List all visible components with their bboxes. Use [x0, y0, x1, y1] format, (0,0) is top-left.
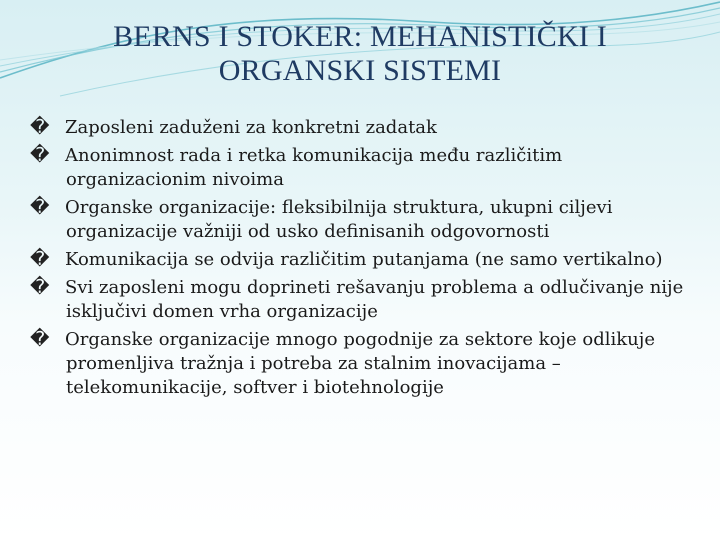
list-item-text: Organske organizacije mnogo pogodnije za sektore koje odlikuje promenljiva tražnja i potreba za stalnim inovacijama – telekomunikacije, softver i biotehnologije — [65, 329, 655, 398]
list-item-text: Organske organizacije: fleksibilnija struktura, ukupni ciljevi organizacije važniji od usko definisanih odgovornosti — [65, 197, 613, 242]
bullet-icon: � — [30, 144, 50, 166]
list-item-text: Anonimnost rada i retka komunikacija među različitim organizacionim nivoima — [65, 145, 563, 190]
bullet-list — [30, 116, 700, 404]
slide-title — [60, 20, 660, 88]
bullet-icon: � — [30, 276, 50, 298]
title-line-2: ORGANSKI SISTEMI — [218, 54, 502, 87]
list-item — [30, 328, 700, 400]
list-item-text: Svi zaposleni mogu doprineti rešavanju problema a odlučivanje nije isključivi domen vrha organizacije — [65, 277, 684, 322]
list-item-text: Komunikacija se odvija različitim putanjama (ne samo vertikalno) — [65, 249, 663, 270]
bullet-icon: � — [30, 196, 50, 218]
list-item-text: Zaposleni zaduženi za konkretni zadatak — [65, 117, 437, 138]
list-item — [30, 276, 700, 324]
bullet-icon: � — [30, 248, 50, 270]
list-item — [30, 116, 700, 140]
list-item — [30, 248, 700, 272]
bullet-icon: � — [30, 328, 50, 350]
list-item — [30, 196, 700, 244]
bullet-icon: � — [30, 116, 50, 138]
list-item — [30, 144, 700, 192]
title-line-1: BERNS I STOKER: MEHANISTIČKI I — [113, 20, 607, 53]
